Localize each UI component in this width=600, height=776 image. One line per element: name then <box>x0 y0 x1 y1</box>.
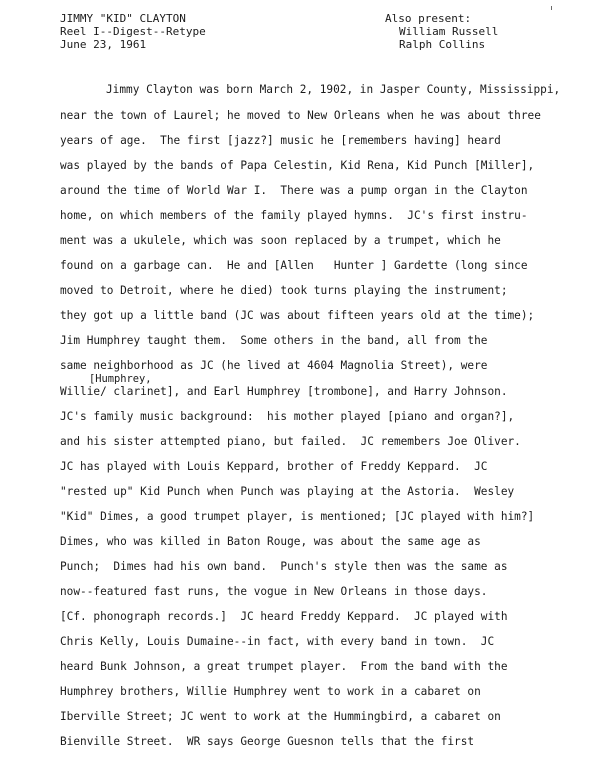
body-line: found on a garbage can. He and [Allen Hunter ] Gardette (long since <box>60 259 528 272</box>
handwritten-insertion: [Humphrey, <box>89 373 152 385</box>
body-line: Jim Humphrey taught them. Some others in the band, all from the <box>60 334 488 347</box>
body-line: Iberville Street; JC went to work at the Hummingbird, a cabaret on <box>60 710 501 723</box>
body-line: and his sister attempted piano, but failed. JC remembers Joe Oliver. <box>60 435 521 448</box>
body-line: years of age. The first [jazz?] music he [remembers having] heard <box>60 134 501 147</box>
body-line: was played by the bands of Papa Celestin, Kid Rena, Kid Punch [Miller], <box>60 159 535 172</box>
interview-date: June 23, 1961 <box>60 38 147 51</box>
body-line: same neighborhood as JC (he lived at 4604 Magnolia Street), were <box>60 359 488 372</box>
body-line: moved to Detroit, where he died) took turns playing the instrument; <box>60 284 508 297</box>
body-line: heard Bunk Johnson, a great trumpet player. From the band with the <box>60 660 508 673</box>
body-line: they got up a little band (JC was about fifteen years old at the time); <box>60 309 535 322</box>
paper-speck <box>551 6 552 10</box>
body-line: [Cf. phonograph records.] JC heard Freddy Keppard. JC played with <box>60 610 508 623</box>
body-line: "rested up" Kid Punch when Punch was playing at the Astoria. Wesley <box>60 485 515 498</box>
body-line: JC's family music background: his mother played [piano and organ?], <box>60 410 515 423</box>
reel-info: Reel I--Digest--Retype <box>60 25 206 38</box>
body-line: around the time of World War I. There was a pump organ in the Clayton <box>60 184 528 197</box>
interviewee-title: JIMMY "KID" CLAYTON <box>60 12 186 25</box>
body-line: Jimmy Clayton was born March 2, 1902, in Jasper County, Mississippi, <box>106 83 561 96</box>
body-line: Dimes, who was killed in Baton Rouge, was about the same age as <box>60 535 481 548</box>
body-line: home, on which members of the family played hymns. JC's first instru- <box>60 209 528 222</box>
body-line: Willie/ clarinet], and Earl Humphrey [trombone], and Harry Johnson. <box>60 385 508 398</box>
body-line: Humphrey brothers, Willie Humphrey went to work in a cabaret on <box>60 685 481 698</box>
body-line: Chris Kelly, Louis Dumaine--in fact, with every band in town. JC <box>60 635 495 648</box>
present-person: Ralph Collins <box>399 38 486 51</box>
body-line: now--featured fast runs, the vogue in New Orleans in those days. <box>60 585 488 598</box>
body-line: JC has played with Louis Keppard, brother of Freddy Keppard. JC <box>60 460 488 473</box>
present-person: William Russell <box>399 25 499 38</box>
also-present-label: Also present: <box>385 12 472 25</box>
body-line: near the town of Laurel; he moved to New Orleans when he was about three <box>60 109 541 122</box>
body-line: Bienville Street. WR says George Guesnon tells that the first <box>60 735 475 748</box>
body-line: Punch; Dimes had his own band. Punch's style then was the same as <box>60 560 508 573</box>
body-line: "Kid" Dimes, a good trumpet player, is mentioned; [JC played with him?] <box>60 510 535 523</box>
body-line: ment was a ukulele, which was soon replaced by a trumpet, which he <box>60 234 501 247</box>
